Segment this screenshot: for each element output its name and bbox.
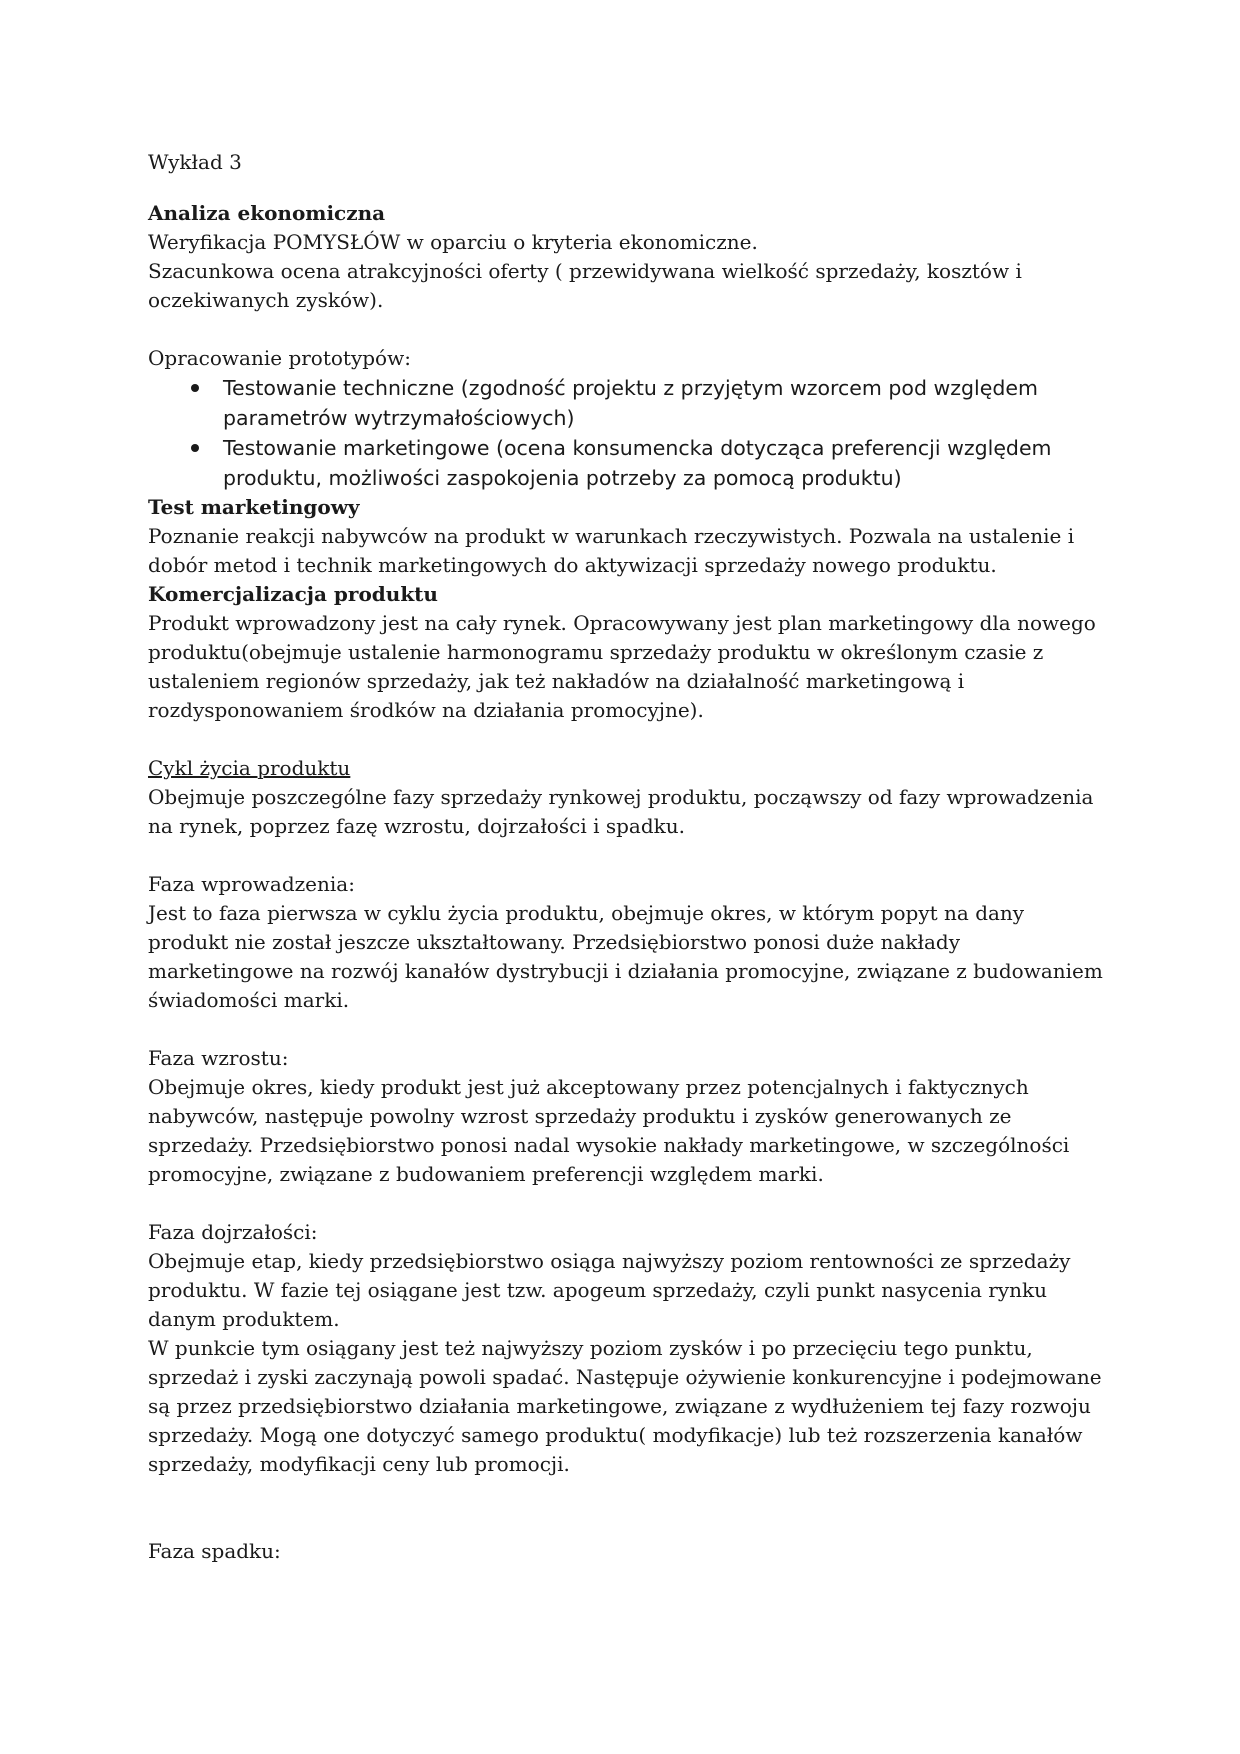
paragraph-cykl: Obejmuje poszczególne fazy sprzedaży rynkowej produktu, począwszy od fazy wprowadzenia na rynek, poprzez fazę wzrostu, dojrzałości i spadku. <box>148 785 1094 838</box>
section-heading-dojrzalosc: Faza dojrzałości: <box>148 1220 318 1244</box>
section-heading-test: Test marketingowy <box>148 495 360 519</box>
lecture-title: Wykład 3 <box>148 150 242 174</box>
paragraph-analiza-1: Weryfikacja POMYSŁÓW w oparciu o kryteria ekonomiczne. <box>148 230 758 254</box>
spacer <box>148 1015 1108 1044</box>
spacer <box>148 315 1108 344</box>
paragraph-analiza-2: Szacunkowa ocena atrakcyjności oferty ( przewidywana wielkość sprzedaży, kosztów i oczekiwanych zysków). <box>148 259 1022 312</box>
paragraph-dojrzalosc-1: Obejmuje etap, kiedy przedsiębiorstwo osiąga najwyższy poziom rentowności ze sprzedaży produktu. W fazie tej osiągane jest tzw. apogeum sprzedaży, czyli punkt nasycenia rynku danym produktem. <box>148 1249 1071 1331</box>
paragraph-test: Poznanie reakcji nabywców na produkt w warunkach rzeczywistych. Pozwala na ustalenie i dobór metod i technik marketingowych do aktywizacji sprzedaży nowego produktu. <box>148 524 1075 577</box>
spacer <box>148 177 1108 199</box>
list-item-text: Testowanie techniczne (zgodność projektu z przyjętym wzorcem pod względem parametrów wytrzymałościowych) <box>223 376 1038 430</box>
paragraph-prototypy-intro: Opracowanie prototypów: <box>148 346 411 370</box>
document-content <box>148 148 1108 1566</box>
list-item <box>223 433 1108 493</box>
bullet-icon <box>191 384 199 392</box>
section-heading-komercjalizacja: Komercjalizacja produktu <box>148 582 438 606</box>
spacer <box>148 1189 1108 1218</box>
bullet-icon <box>191 444 199 452</box>
section-heading-wprowadzenie: Faza wprowadzenia: <box>148 872 355 896</box>
section-heading-spadek: Faza spadku: <box>148 1539 281 1563</box>
paragraph-wzrost: Obejmuje okres, kiedy produkt jest już akceptowany przez potencjalnych i faktycznych nabywców, następuje powolny wzrost sprzedaży produktu i zysków generowanych ze sprzedaży. Przedsiębiorstwo ponosi nadal wysokie nakłady marketingowe, w szczególności promocyjne, związane z budowaniem preferencji względem marki. <box>148 1075 1070 1186</box>
paragraph-dojrzalosc-2: W punkcie tym osiągany jest też najwyższy poziom zysków i po przecięciu tego punktu, sprzedaż i zyski zaczynają powoli spadać. Następuje ożywienie konkurencyjne i podejmowane są przez przedsiębiorstwo działania marketingowe, związane z wydłużeniem tej fazy rozwoju sprzedaży. Mogą one dotyczyć samego produktu( modyfikacje) lub też rozszerzenia kanałów sprzedaży, modyfikacji ceny lub promocji. <box>148 1336 1102 1476</box>
list-item-text: Testowanie marketingowe (ocena konsumencka dotycząca preferencji względem produktu, możliwości zaspokojenia potrzeby za pomocą produktu) <box>223 436 1052 490</box>
section-heading-wzrost: Faza wzrostu: <box>148 1046 289 1070</box>
list-item <box>223 373 1108 433</box>
section-heading-cykl: Cykl życia produktu <box>148 756 351 780</box>
section-heading-analiza: Analiza ekonomiczna <box>148 201 386 225</box>
paragraph-komercjalizacja: Produkt wprowadzony jest na cały rynek. Opracowywany jest plan marketingowy dla nowego produktu(obejmuje ustalenie harmonogramu sprzedaży produktu w określonym czasie z ustaleniem regionów sprzedaży, jak też nakładów na działalność marketingową i rozdysponowaniem środków na działania promocyjne). <box>148 611 1096 722</box>
spacer <box>148 725 1108 754</box>
paragraph-wprowadzenie: Jest to faza pierwsza w cyklu życia produktu, obejmuje okres, w którym popyt na dany produkt nie został jeszcze ukształtowany. Przedsiębiorstwo ponosi duże nakłady marketingowe na rozwój kanałów dystrybucji i działania promocyjne, związane z budowaniem świadomości marki. <box>148 901 1103 1012</box>
spacer <box>148 1508 1108 1537</box>
spacer <box>148 1479 1108 1508</box>
bullet-list-prototypy <box>148 373 1108 493</box>
spacer <box>148 841 1108 870</box>
